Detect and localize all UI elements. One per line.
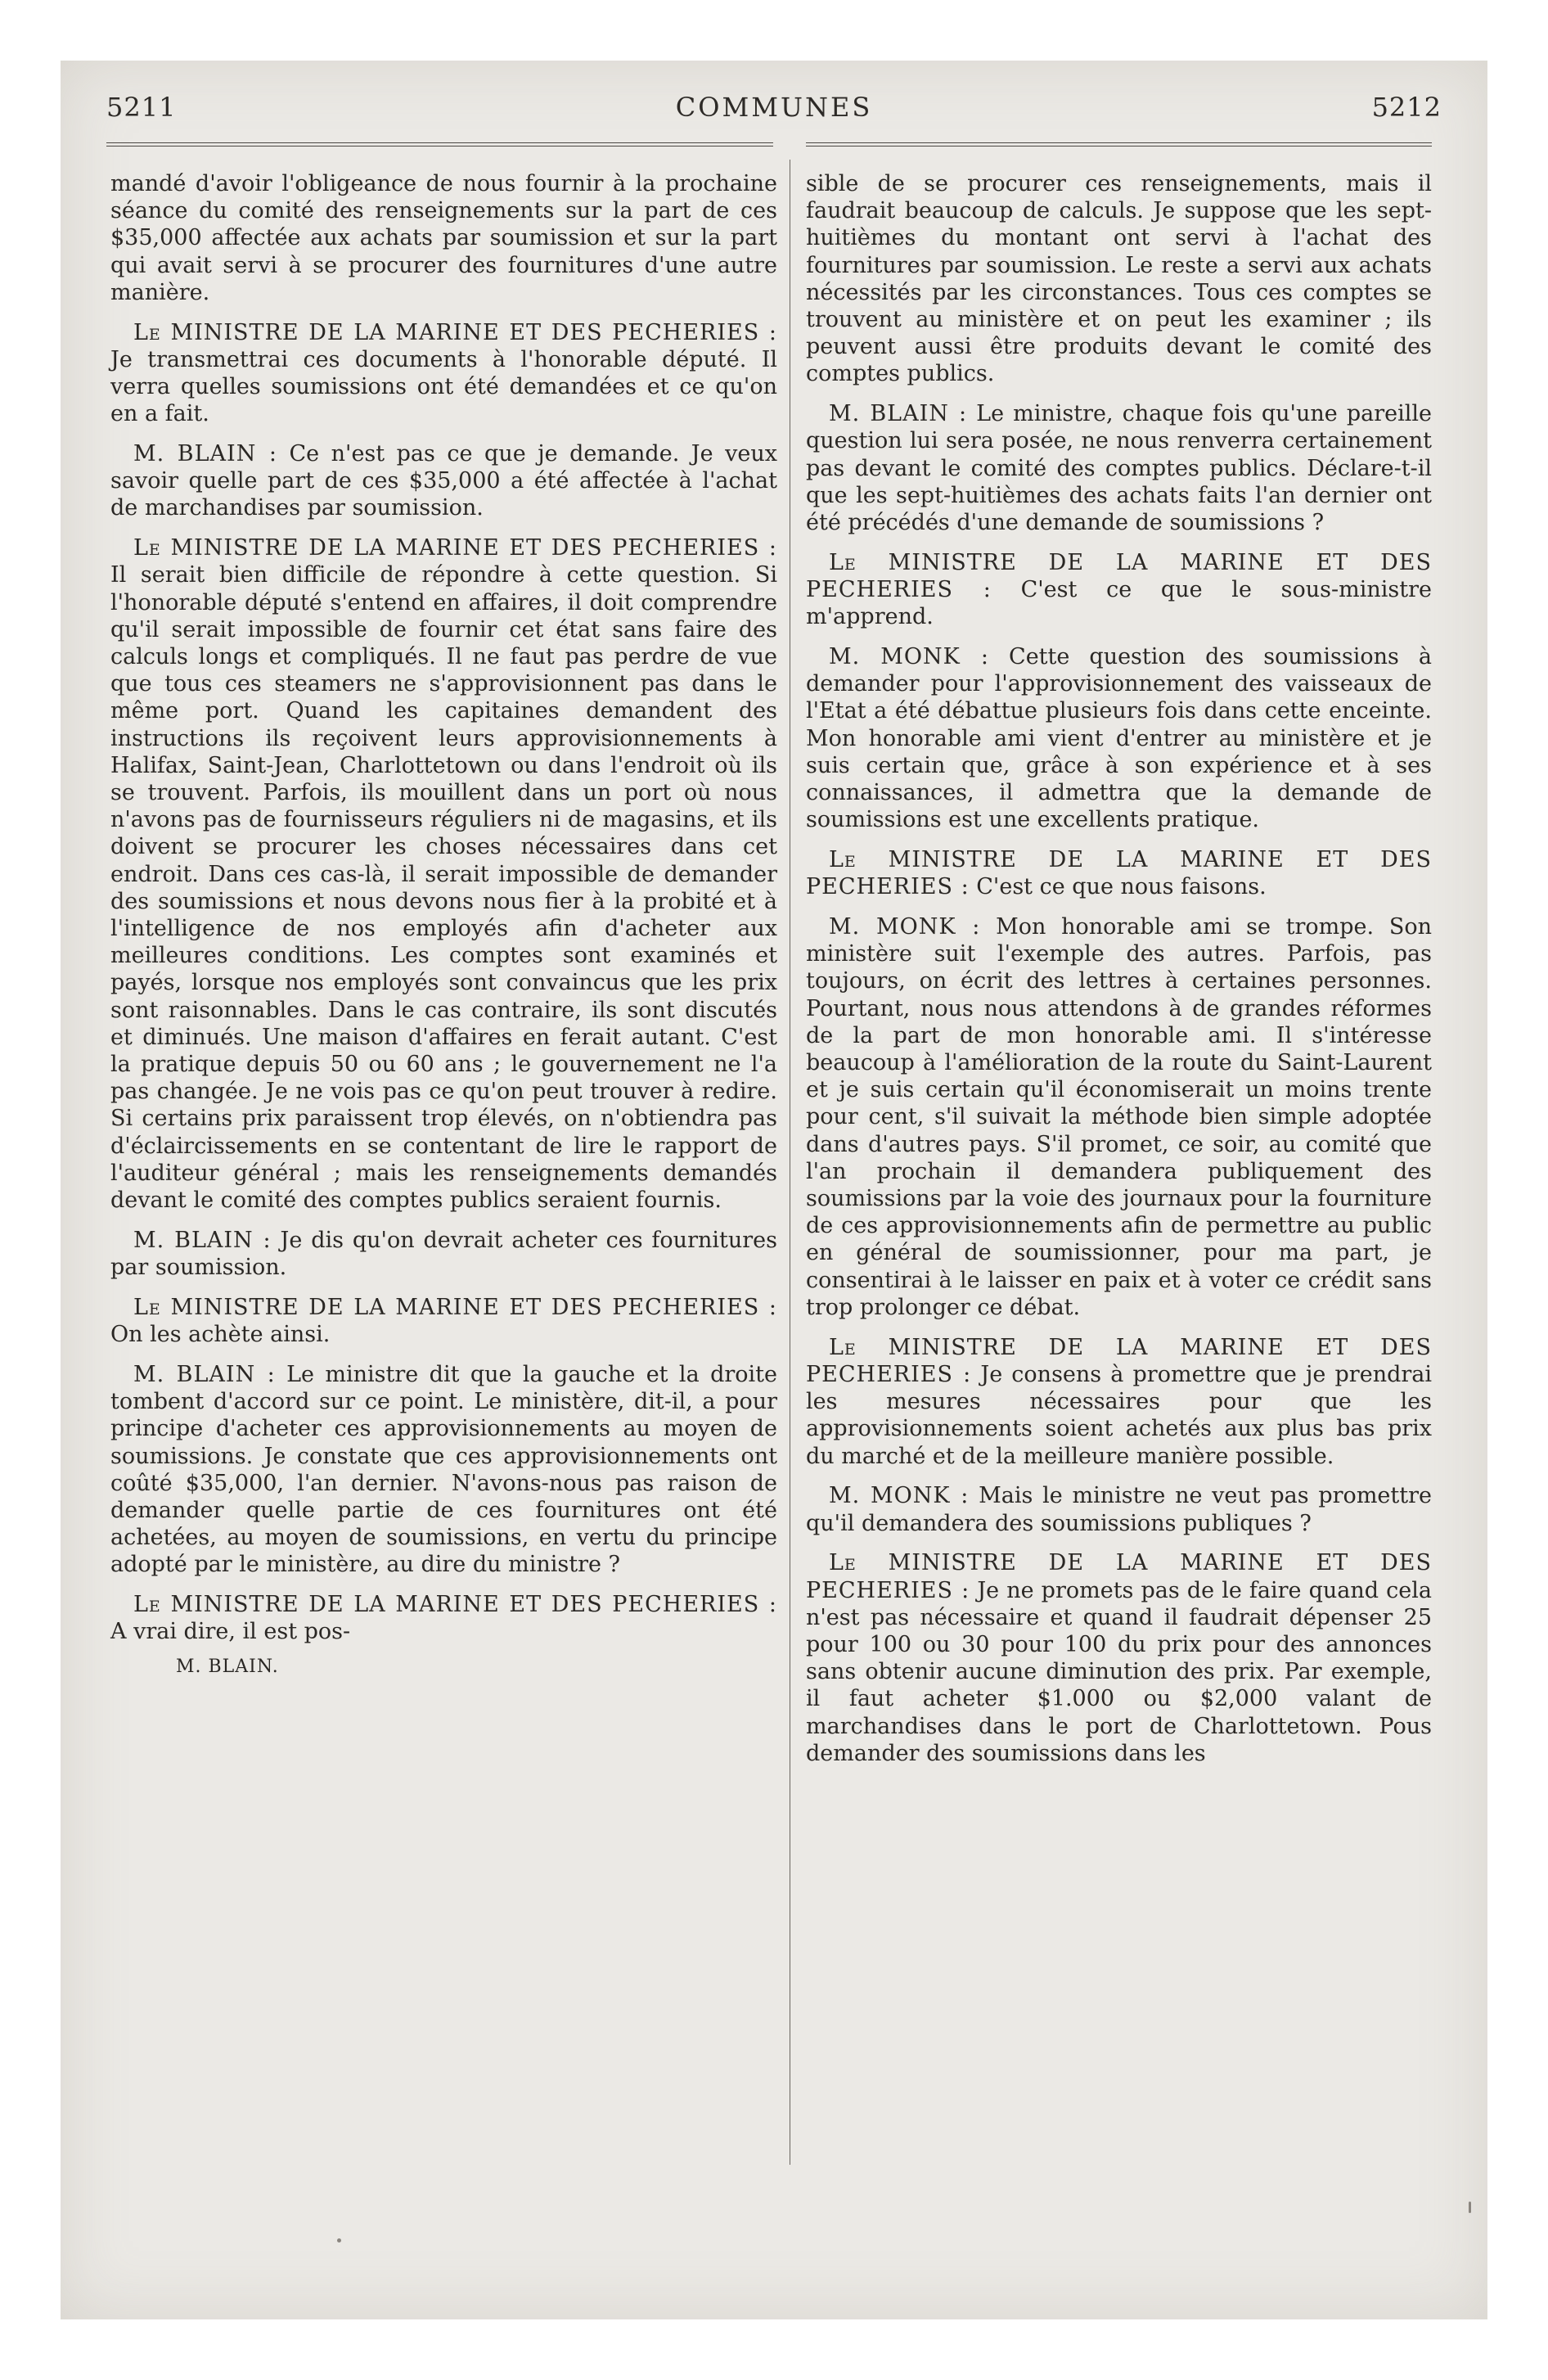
- speech-text: Je dis qu'on devrait acheter ces fournitures par soumission.: [110, 1227, 777, 1281]
- header-rule-left: [106, 142, 773, 146]
- print-speck: [1469, 2202, 1471, 2213]
- paragraph: [110, 1591, 777, 1645]
- speech-text: Cette question des soumissions à demander pour l'approvisionnement des vaisseaux de l'Etat a été débattue plusieurs fois dans cette enceinte. Mon honorable ami vient d'entrer au ministère et je suis certain que, grâce à son expérience et à ses connaissances, il admettra que la demande de soumissions est une excellents pratique.: [806, 644, 1432, 833]
- speaker-name: Le MINISTRE DE LA MARINE ET DES PECHERIES :: [806, 1334, 1432, 1387]
- speech-text: A vrai dire, il est pos-: [110, 1619, 351, 1645]
- speech-text: C'est ce que le sous-ministre m'apprend.: [806, 577, 1432, 630]
- speaker-name: M. BLAIN :: [133, 1361, 276, 1387]
- speaker-name: M. BLAIN :: [829, 401, 968, 427]
- speaker-name: Le MINISTRE DE LA MARINE ET DES PECHERIES :: [133, 535, 777, 561]
- header-rule-right: [806, 142, 1432, 146]
- speech-text: C'est ce que nous faisons.: [976, 874, 1267, 900]
- paragraph: [110, 1227, 777, 1281]
- paragraph: [806, 643, 1432, 833]
- footer-speaker-name: M. BLAIN.: [176, 1657, 279, 1678]
- paragraph: [110, 319, 777, 428]
- speaker-name: M. BLAIN :: [133, 441, 277, 467]
- speech-text: Le ministre, chaque fois qu'une pareille question lui sera posée, ne nous renverra certainement pas devant le comité des comptes publics. Déclare-t-il que les sept-huitièmes des achats faits l'an dernier ont été précédés d'une demande de soumissions ?: [806, 401, 1432, 536]
- running-head-title: COMMUNES: [675, 92, 873, 123]
- speaker-name: M. MONK :: [829, 1483, 970, 1509]
- paragraph: [110, 1294, 777, 1348]
- speech-text: Mais le ministre ne veut pas promettre qu'il demandera des soumissions publiques ?: [806, 1483, 1432, 1536]
- speaker-name: Le MINISTRE DE LA MARINE ET DES PECHERIES :: [806, 549, 1432, 603]
- print-speck: [337, 2238, 341, 2243]
- left-column: [110, 170, 777, 1680]
- paragraph: mandé d'avoir l'obligeance de nous fournir à la prochaine séance du comité des renseignements sur la part de ces $35,000 affectée aux achats par soumission et sur la part qui avait servi à se procurer des fournitures d'une autre manière.: [110, 171, 777, 305]
- speech-text: Je ne promets pas de le faire quand cela n'est pas nécessaire et quand il faudrait dépenser 25 pour 100 ou 30 pour 100 du prix pour des annonces sans obtenir aucune diminution des prix. Par exemple, il faut acheter $1.000 ou $2,000 valant de marchandises dans le port de Charlottetown. Pous demander des soumissions dans les: [806, 1577, 1433, 1766]
- speaker-name: M. BLAIN :: [133, 1227, 272, 1253]
- speech-text: Le ministre dit que la gauche et la droite tombent d'accord sur ce point. Le ministère, dit-il, a pour principe d'acheter ces approvisionnements au moyen de soumissions. Je constate que ces approvisionnements ont coûté $35,000, l'an dernier. N'avons-nous pas raison de demander quelle partie de ces fournitures ont été achetées, au moyen de soumissions, en vertu du principe adopté par le ministère, au dire du ministre ?: [110, 1361, 777, 1578]
- speaker-name: Le MINISTRE DE LA MARINE ET DES PECHERIES :: [133, 1294, 777, 1320]
- speech-text: Je consens à promettre que je prendrai les mesures nécessaires pour que les approvisionnements soient achetés aux plus bas prix du marché et de la meilleure manière possible.: [806, 1361, 1433, 1469]
- speech-text: Je transmettrai ces documents à l'honorable député. Il verra quelles soumissions ont été demandées et ce qu'on en a fait.: [110, 346, 777, 427]
- paragraph: [806, 549, 1432, 631]
- paragraph: sible de se procurer ces renseignements, mais il faudrait beaucoup de calculs. Je suppose que les sept-huitièmes du montant ont servi à l'achat des fournitures par soumission. Le reste a servi aux achats nécessités par les circonstances. Tous ces comptes se trouvent au ministère et on peut les examiner ; ils peuvent aussi être produits devant le comité des comptes publics.: [806, 171, 1432, 387]
- paragraph: [806, 846, 1432, 900]
- speech-text: Ce n'est pas ce que je demande. Je veux savoir quelle part de ces $35,000 a été affectée à l'achat de marchandises par soumission.: [110, 441, 777, 521]
- speaker-name: Le MINISTRE DE LA MARINE ET DES PECHERIES :: [133, 319, 777, 345]
- paragraph: [110, 1361, 777, 1579]
- speaker-name: Le MINISTRE DE LA MARINE ET DES PECHERIES :: [806, 1550, 1432, 1603]
- paragraph: [806, 913, 1432, 1321]
- speaker-name: Le MINISTRE DE LA MARINE ET DES PECHERIES :: [806, 847, 1432, 900]
- paragraph: [806, 1334, 1432, 1470]
- paragraph: [110, 440, 777, 522]
- speech-text: On les achète ainsi.: [110, 1322, 331, 1348]
- paragraph: [806, 400, 1432, 536]
- speaker-name: M. MONK :: [829, 914, 981, 940]
- speech-text: Mon honorable ami se trompe. Son ministère suit l'exemple des autres. Parfois, pas toujours, on écrit des lettres à certaines personnes. Pourtant, nous nous attendons à de grandes réformes de la part de mon honorable ami. Il s'intéresse beaucoup à l'amélioration de la route du Saint-Laurent et je suis certain qu'il économiserait un moins trente pour cent, s'il suivait la méthode bien simple adoptée dans d'autres pays. S'il promet, ce soir, au comité que l'an prochain il demandera publiquement des soumissions par la voie des journaux pour la fourniture de ces approvisionnements afin de permettre au public en général de soumissionner, pour ma part, je consentirai à le laisser en paix et à voter ce crédit sans trop prolonger ce débat.: [806, 914, 1432, 1320]
- right-column: [806, 170, 1432, 1780]
- speaker-name: Le MINISTRE DE LA MARINE ET DES PECHERIES :: [133, 1592, 777, 1618]
- speaker-name: M. MONK :: [829, 644, 989, 670]
- speech-text: Il serait bien difficile de répondre à cette question. Si l'honorable député s'entend en affaires, il doit comprendre qu'il serait impossible de fournir cet état sans faire des calculs longs et compliqués. Il ne faut pas perdre de vue que tous ces steamers ne s'approvisionnent pas dans le même port. Quand les capitaines demandent des instructions ils reçoivent leurs approvisionnements à Halifax, Saint-Jean, Charlottetown ou dans l'endroit où ils se trouvent. Parfois, ils mouillent dans un port où nous n'avons pas de fournisseurs réguliers ni de magasins, et ils doivent se procurer les choses nécessaires dans cet endroit. Dans ces cas-là, il serait impossible de demander des soumissions et nous devons nous fier à la probité et à l'intelligence de nos employés afin d'acheter aux meilleures conditions. Les comptes sont examinés et payés, lorsque nos employés sont convaincus que les prix sont raisonnables. Dans le cas contraire, ils sont discutés et diminués. Une maison d'affaires en ferait autant. C'est la pratique depuis 50 ou 60 ans ; le gouvernement ne l'a pas changée. Je ne vois pas ce qu'on peut trouver à redire. Si certains prix paraissent trop élevés, on n'obtiendra pas d'éclaircissements en se contentant de lire le rapport de l'auditeur général ; mais les renseignements demandés devant le comité des comptes publics seraient fournis.: [110, 562, 777, 1214]
- paragraph: [806, 1482, 1432, 1536]
- paragraph: [806, 1549, 1432, 1767]
- paragraph: [110, 534, 777, 1214]
- page-number-right: 5212: [1371, 92, 1442, 123]
- page-number-left: 5211: [106, 92, 177, 123]
